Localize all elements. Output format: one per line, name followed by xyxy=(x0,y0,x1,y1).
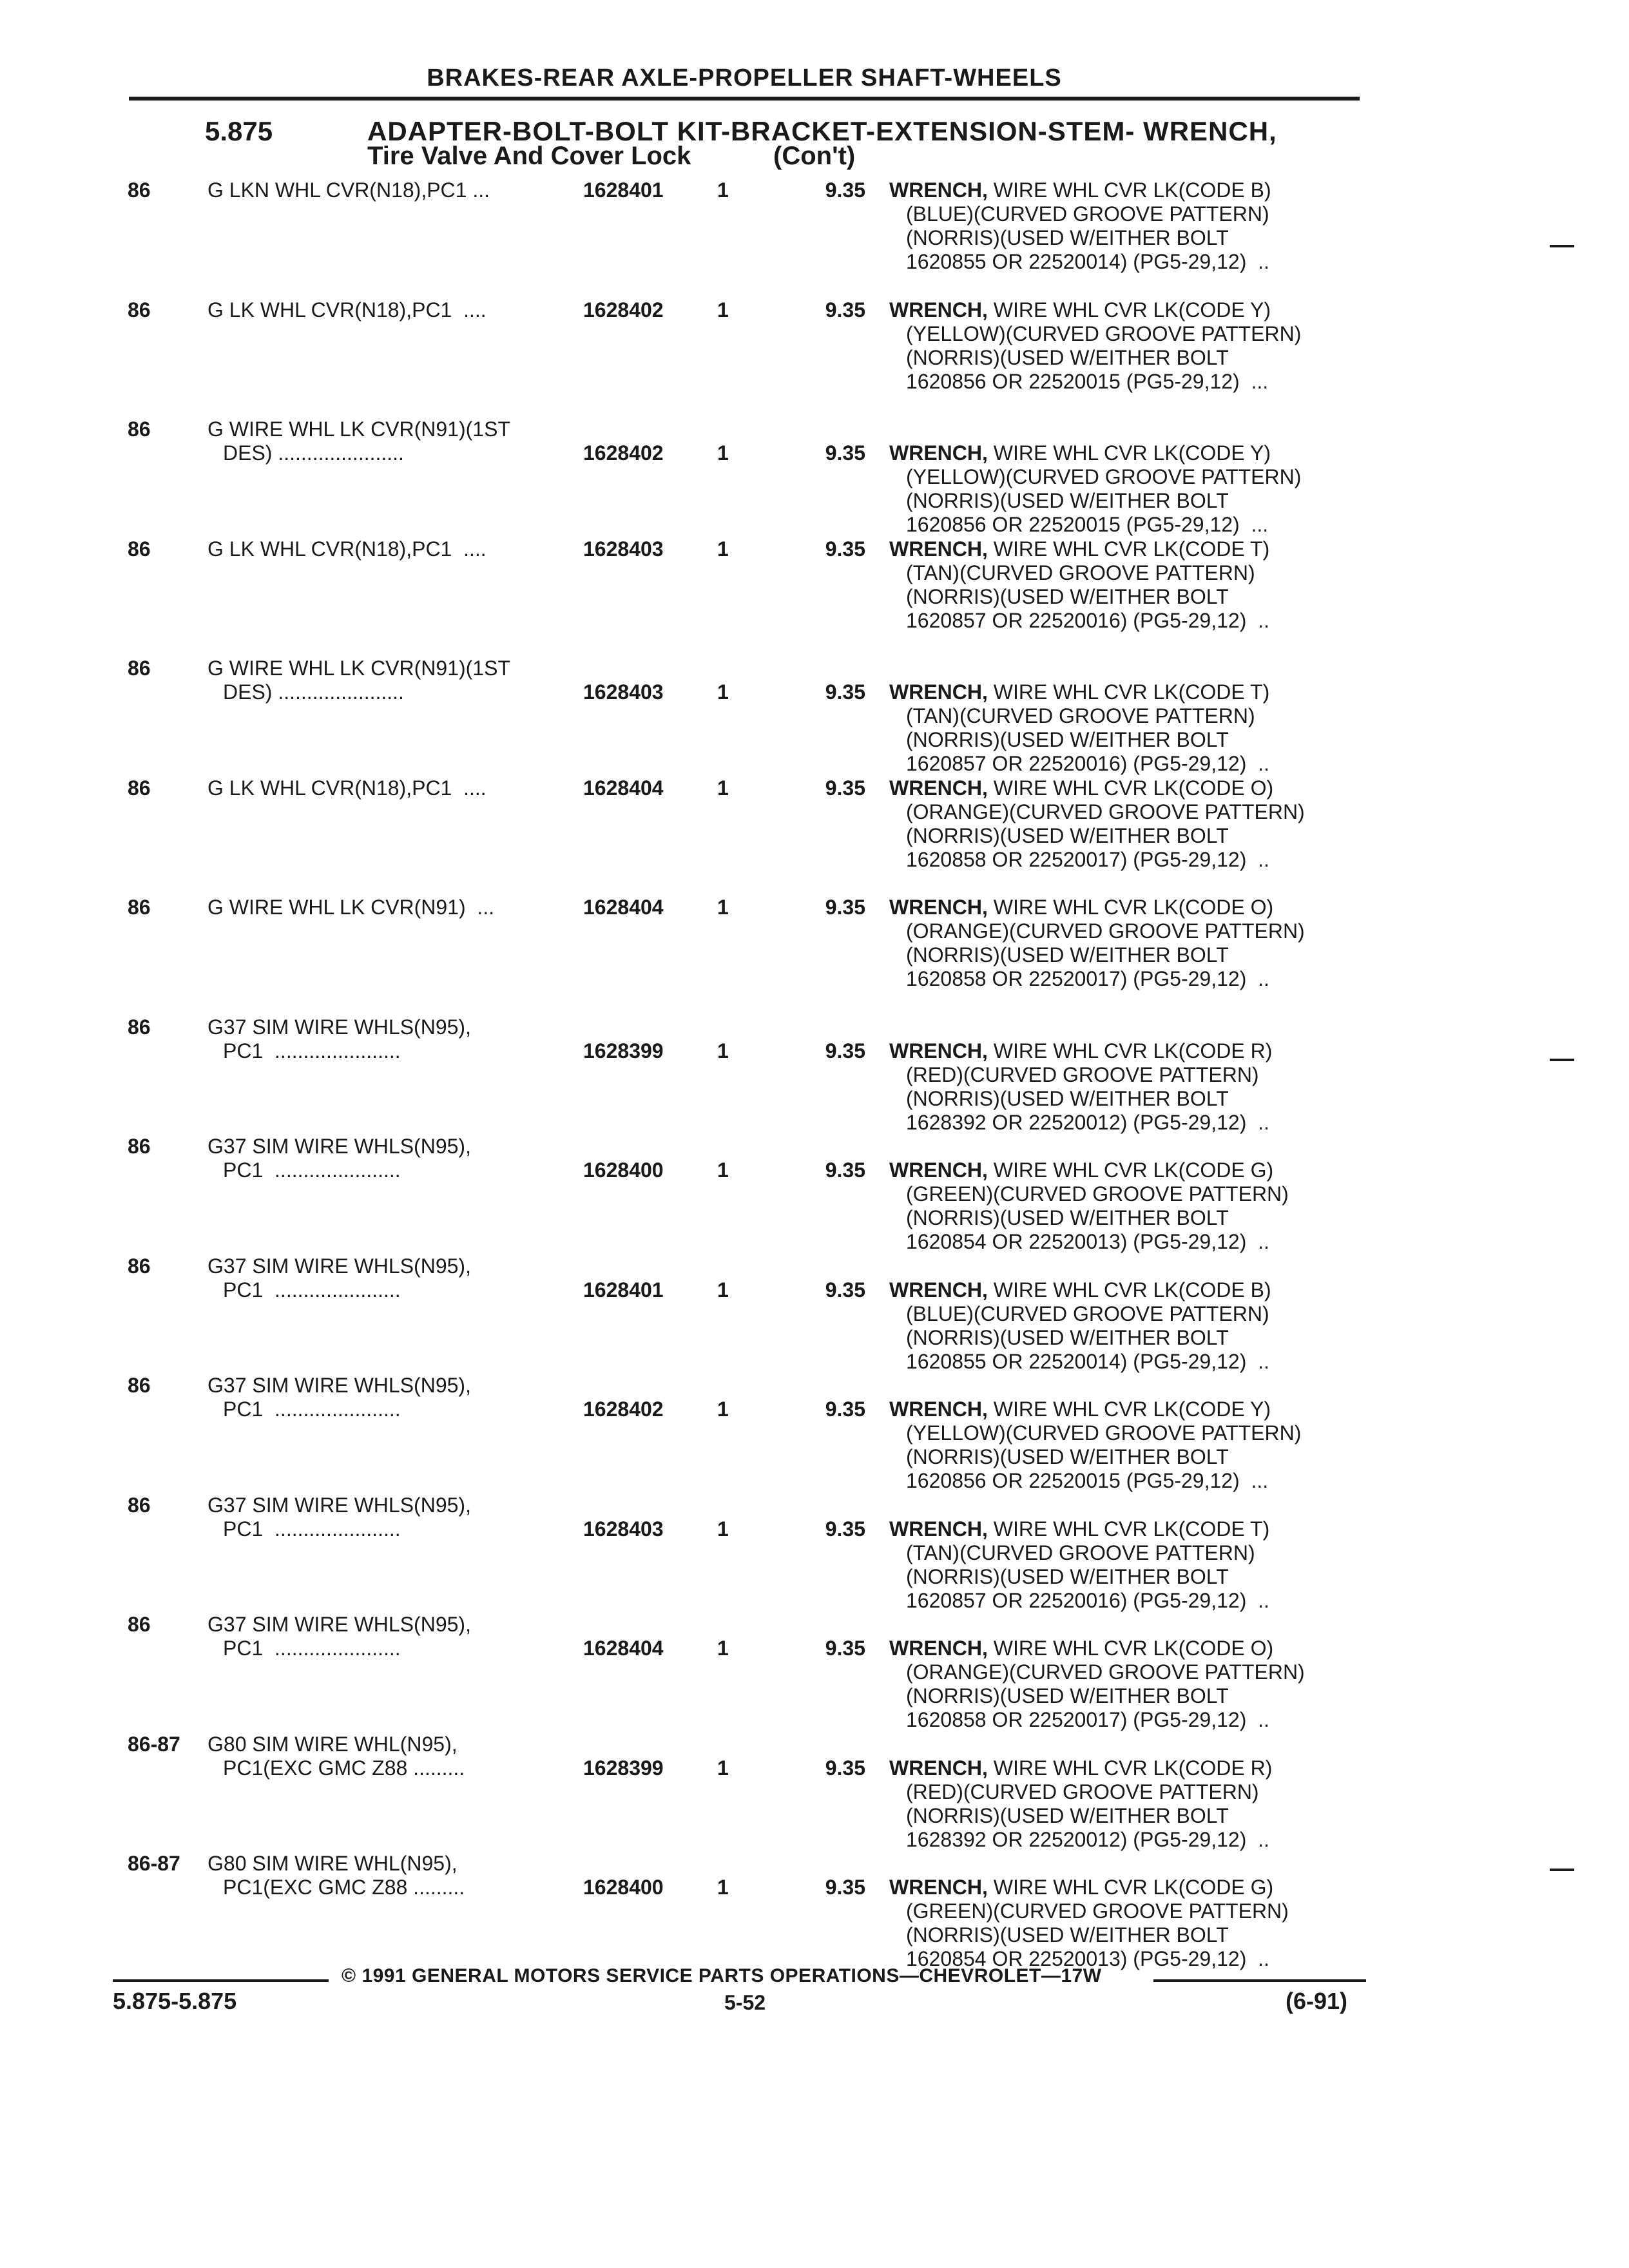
price: 9.35 xyxy=(825,441,865,465)
description-line: (BLUE)(CURVED GROOVE PATTERN) xyxy=(906,202,1269,226)
vehicle-application: G WIRE WHL LK CVR(N91)(1ST xyxy=(207,657,510,680)
description-line: (NORRIS)(USED W/EITHER BOLT xyxy=(906,943,1229,966)
description-text: WIRE WHL CVR LK(CODE Y) xyxy=(987,441,1271,465)
description-line: (GREEN)(CURVED GROOVE PATTERN) xyxy=(906,1182,1289,1206)
part-number: 1628400 xyxy=(583,1158,664,1182)
description-line: (NORRIS)(USED W/EITHER BOLT xyxy=(906,824,1229,847)
quantity: 1 xyxy=(717,896,729,919)
vehicle-application: G37 SIM WIRE WHLS(N95), xyxy=(207,1494,471,1517)
vehicle-application-cont: PC1 ...................... xyxy=(223,1517,401,1541)
footer-rule xyxy=(113,1979,329,1982)
part-number: 1628399 xyxy=(583,1756,664,1780)
parts-row xyxy=(0,776,1629,892)
vehicle-application: G37 SIM WIRE WHLS(N95), xyxy=(207,1254,471,1278)
model-year: 86 xyxy=(128,1015,151,1039)
part-number: 1628403 xyxy=(583,537,664,561)
description-line: (GREEN)(CURVED GROOVE PATTERN) xyxy=(906,1899,1289,1923)
price: 9.35 xyxy=(825,1158,865,1182)
part-description xyxy=(889,1398,1301,1493)
footer-section-range: 5.875-5.875 xyxy=(113,1988,237,2014)
model-year: 86 xyxy=(128,776,151,800)
model-year: 86 xyxy=(128,418,151,441)
quantity: 1 xyxy=(717,1278,729,1302)
description-line: (RED)(CURVED GROOVE PATTERN) xyxy=(906,1780,1259,1803)
vehicle-application-cont: PC1(EXC GMC Z88 ......... xyxy=(223,1756,465,1780)
vehicle-application: G LKN WHL CVR(N18),PC1 ... xyxy=(207,178,490,202)
description-text: WIRE WHL CVR LK(CODE G) xyxy=(987,1158,1274,1182)
description-line: (NORRIS)(USED W/EITHER BOLT xyxy=(906,1087,1229,1110)
part-description xyxy=(889,537,1269,633)
part-description xyxy=(889,896,1305,991)
description-text: WIRE WHL CVR LK(CODE G) xyxy=(987,1876,1274,1899)
vehicle-application: G LK WHL CVR(N18),PC1 .... xyxy=(207,537,487,561)
parts-row xyxy=(0,1733,1629,1849)
vehicle-application-cont: PC1 ...................... xyxy=(223,1278,401,1302)
vehicle-application: G37 SIM WIRE WHLS(N95), xyxy=(207,1613,471,1636)
parts-row xyxy=(0,418,1629,536)
price: 9.35 xyxy=(825,1756,865,1780)
model-year: 86 xyxy=(128,537,151,561)
description-line: 1620857 OR 22520016) (PG5-29,12) .. xyxy=(906,1589,1269,1612)
parts-row xyxy=(0,1852,1629,1968)
vehicle-application: G37 SIM WIRE WHLS(N95), xyxy=(207,1015,471,1039)
description-line xyxy=(889,680,1269,704)
description-line: (NORRIS)(USED W/EITHER BOLT xyxy=(906,1565,1229,1588)
edge-mark xyxy=(1550,1059,1574,1061)
description-text: WIRE WHL CVR LK(CODE O) xyxy=(987,776,1274,800)
page-header: BRAKES-REAR AXLE-PROPELLER SHAFT-WHEELS xyxy=(427,64,1062,91)
section-title: ADAPTER-BOLT-BOLT KIT-BRACKET-EXTENSION-STEM- WRENCH, xyxy=(367,116,1277,146)
vehicle-application-cont: DES) ...................... xyxy=(223,441,404,465)
description-line: 1620855 OR 22520014) (PG5-29,12) .. xyxy=(906,1350,1269,1373)
part-name: WRENCH, xyxy=(889,1398,988,1421)
vehicle-application-cont: DES) ...................... xyxy=(223,680,404,704)
description-line xyxy=(889,1278,1271,1302)
quantity: 1 xyxy=(717,178,729,202)
vehicle-application-cont: PC1 ...................... xyxy=(223,1158,401,1182)
part-number: 1628400 xyxy=(583,1876,664,1899)
part-number: 1628402 xyxy=(583,1398,664,1421)
description-text: WIRE WHL CVR LK(CODE O) xyxy=(987,896,1274,919)
part-name: WRENCH, xyxy=(889,298,988,322)
part-number: 1628404 xyxy=(583,896,664,919)
price: 9.35 xyxy=(825,178,865,202)
description-text: WIRE WHL CVR LK(CODE B) xyxy=(987,178,1271,202)
quantity: 1 xyxy=(717,1876,729,1899)
description-line: (NORRIS)(USED W/EITHER BOLT xyxy=(906,1923,1229,1946)
model-year: 86-87 xyxy=(128,1852,180,1875)
quantity: 1 xyxy=(717,298,729,322)
description-line: 1620858 OR 22520017) (PG5-29,12) .. xyxy=(906,848,1269,871)
section-continued: (Con't) xyxy=(773,142,856,170)
part-description xyxy=(889,178,1271,274)
quantity: 1 xyxy=(717,1158,729,1182)
part-description xyxy=(889,1517,1269,1613)
model-year: 86 xyxy=(128,896,151,919)
description-line: 1620854 OR 22520013) (PG5-29,12) .. xyxy=(906,1947,1269,1970)
description-text: WIRE WHL CVR LK(CODE Y) xyxy=(987,1398,1271,1421)
quantity: 1 xyxy=(717,1398,729,1421)
model-year: 86 xyxy=(128,1494,151,1517)
description-line: (YELLOW)(CURVED GROOVE PATTERN) xyxy=(906,465,1302,488)
quantity: 1 xyxy=(717,537,729,561)
description-line xyxy=(889,896,1305,919)
description-line: 1620857 OR 22520016) (PG5-29,12) .. xyxy=(906,609,1269,632)
description-text: WIRE WHL CVR LK(CODE T) xyxy=(987,1517,1270,1541)
part-name: WRENCH, xyxy=(889,896,988,919)
parts-row xyxy=(0,1254,1629,1373)
footer-rule xyxy=(1153,1979,1366,1982)
quantity: 1 xyxy=(717,1637,729,1660)
description-line: 1620856 OR 22520015 (PG5-29,12) ... xyxy=(906,513,1269,536)
part-number: 1628403 xyxy=(583,1517,664,1541)
vehicle-application: G37 SIM WIRE WHLS(N95), xyxy=(207,1374,471,1397)
part-description xyxy=(889,680,1269,776)
price: 9.35 xyxy=(825,1278,865,1302)
description-line xyxy=(889,298,1301,322)
parts-row xyxy=(0,178,1629,294)
part-number: 1628402 xyxy=(583,298,664,322)
price: 9.35 xyxy=(825,298,865,322)
description-line: (ORANGE)(CURVED GROOVE PATTERN) xyxy=(906,1660,1305,1684)
part-number: 1628404 xyxy=(583,776,664,800)
description-text: WIRE WHL CVR LK(CODE Y) xyxy=(987,298,1271,322)
description-line: (NORRIS)(USED W/EITHER BOLT xyxy=(906,1326,1229,1349)
parts-row xyxy=(0,657,1629,773)
description-text: WIRE WHL CVR LK(CODE T) xyxy=(987,680,1270,704)
description-line: (NORRIS)(USED W/EITHER BOLT xyxy=(906,728,1229,751)
description-line xyxy=(889,1876,1289,1899)
parts-row xyxy=(0,1015,1629,1134)
model-year: 86 xyxy=(128,298,151,322)
parts-row xyxy=(0,537,1629,653)
part-number: 1628402 xyxy=(583,441,664,465)
description-line: 1620854 OR 22520013) (PG5-29,12) .. xyxy=(906,1230,1269,1253)
part-name: WRENCH, xyxy=(889,1517,988,1541)
part-number: 1628401 xyxy=(583,178,664,202)
model-year: 86 xyxy=(128,657,151,680)
description-line: (TAN)(CURVED GROOVE PATTERN) xyxy=(906,704,1255,727)
model-year: 86 xyxy=(128,178,151,202)
quantity: 1 xyxy=(717,1039,729,1062)
description-line: (NORRIS)(USED W/EITHER BOLT xyxy=(906,1684,1229,1707)
description-line: (BLUE)(CURVED GROOVE PATTERN) xyxy=(906,1302,1269,1325)
part-name: WRENCH, xyxy=(889,776,988,800)
description-line xyxy=(889,1637,1305,1660)
vehicle-application: G WIRE WHL LK CVR(N91) ... xyxy=(207,896,495,919)
description-line: (TAN)(CURVED GROOVE PATTERN) xyxy=(906,561,1255,584)
price: 9.35 xyxy=(825,1876,865,1899)
price: 9.35 xyxy=(825,680,865,704)
description-line: 1620858 OR 22520017) (PG5-29,12) .. xyxy=(906,967,1269,990)
price: 9.35 xyxy=(825,1039,865,1062)
model-year: 86-87 xyxy=(128,1733,180,1756)
edge-mark xyxy=(1550,245,1574,247)
part-number: 1628403 xyxy=(583,680,664,704)
part-name: WRENCH, xyxy=(889,441,988,465)
part-name: WRENCH, xyxy=(889,1039,988,1062)
vehicle-application: G LK WHL CVR(N18),PC1 .... xyxy=(207,776,487,800)
description-text: WIRE WHL CVR LK(CODE O) xyxy=(987,1637,1274,1660)
description-text: WIRE WHL CVR LK(CODE T) xyxy=(987,537,1270,561)
model-year: 86 xyxy=(128,1374,151,1397)
quantity: 1 xyxy=(717,441,729,465)
price: 9.35 xyxy=(825,537,865,561)
description-line xyxy=(889,1398,1301,1421)
description-line xyxy=(889,1517,1269,1541)
parts-row xyxy=(0,1613,1629,1729)
part-name: WRENCH, xyxy=(889,178,988,202)
model-year: 86 xyxy=(128,1613,151,1636)
description-line xyxy=(889,537,1269,561)
part-description xyxy=(889,1876,1289,1971)
description-line: (TAN)(CURVED GROOVE PATTERN) xyxy=(906,1541,1255,1564)
model-year: 86 xyxy=(128,1254,151,1278)
part-name: WRENCH, xyxy=(889,1158,988,1182)
footer-page-number: 5-52 xyxy=(724,1991,766,2014)
description-line: (ORANGE)(CURVED GROOVE PATTERN) xyxy=(906,919,1305,943)
description-line: (NORRIS)(USED W/EITHER BOLT xyxy=(906,1804,1229,1827)
description-line: (NORRIS)(USED W/EITHER BOLT xyxy=(906,1445,1229,1468)
description-text: WIRE WHL CVR LK(CODE R) xyxy=(987,1039,1273,1062)
model-year: 86 xyxy=(128,1135,151,1158)
part-description xyxy=(889,1158,1289,1254)
part-name: WRENCH, xyxy=(889,1756,988,1780)
description-line: 1628392 OR 22520012) (PG5-29,12) .. xyxy=(906,1828,1269,1851)
footer-copyright: © 1991 GENERAL MOTORS SERVICE PARTS OPERATIONS—CHEVROLET—17W xyxy=(342,1965,1102,1986)
part-description xyxy=(889,776,1305,872)
vehicle-application: G WIRE WHL LK CVR(N91)(1ST xyxy=(207,418,510,441)
part-number: 1628404 xyxy=(583,1637,664,1660)
description-line xyxy=(889,1039,1272,1063)
description-line: 1628392 OR 22520012) (PG5-29,12) .. xyxy=(906,1111,1269,1134)
price: 9.35 xyxy=(825,896,865,919)
part-description xyxy=(889,1039,1272,1135)
description-line xyxy=(889,441,1301,465)
parts-row xyxy=(0,1494,1629,1610)
description-line xyxy=(889,1756,1272,1780)
part-description xyxy=(889,1756,1272,1852)
part-name: WRENCH, xyxy=(889,1637,988,1660)
parts-row xyxy=(0,1374,1629,1490)
description-line: (YELLOW)(CURVED GROOVE PATTERN) xyxy=(906,1421,1302,1445)
description-text: WIRE WHL CVR LK(CODE R) xyxy=(987,1756,1273,1780)
part-description xyxy=(889,441,1301,537)
edge-mark xyxy=(1550,1869,1574,1871)
price: 9.35 xyxy=(825,1398,865,1421)
footer-date: (6-91) xyxy=(1286,1988,1348,2014)
part-description xyxy=(889,1637,1305,1732)
vehicle-application: G80 SIM WIRE WHL(N95), xyxy=(207,1733,458,1756)
price: 9.35 xyxy=(825,1637,865,1660)
vehicle-application: G LK WHL CVR(N18),PC1 .... xyxy=(207,298,487,322)
part-number: 1628399 xyxy=(583,1039,664,1062)
description-line: 1620858 OR 22520017) (PG5-29,12) .. xyxy=(906,1708,1269,1731)
description-line: (NORRIS)(USED W/EITHER BOLT xyxy=(906,226,1229,249)
quantity: 1 xyxy=(717,680,729,704)
price: 9.35 xyxy=(825,776,865,800)
description-line: 1620855 OR 22520014) (PG5-29,12) .. xyxy=(906,250,1269,273)
parts-row xyxy=(0,298,1629,414)
description-line: (YELLOW)(CURVED GROOVE PATTERN) xyxy=(906,322,1302,345)
section-number: 5.875 xyxy=(205,116,273,146)
description-line: 1620856 OR 22520015 (PG5-29,12) ... xyxy=(906,1469,1269,1492)
part-name: WRENCH, xyxy=(889,537,988,561)
description-line: (NORRIS)(USED W/EITHER BOLT xyxy=(906,489,1229,512)
vehicle-application: G37 SIM WIRE WHLS(N95), xyxy=(207,1135,471,1158)
vehicle-application-cont: PC1 ...................... xyxy=(223,1637,401,1660)
vehicle-application: G80 SIM WIRE WHL(N95), xyxy=(207,1852,458,1875)
price: 9.35 xyxy=(825,1517,865,1541)
description-line: (NORRIS)(USED W/EITHER BOLT xyxy=(906,1206,1229,1229)
part-description xyxy=(889,1278,1271,1374)
description-line xyxy=(889,776,1305,800)
description-line: 1620856 OR 22520015 (PG5-29,12) ... xyxy=(906,370,1269,393)
description-line xyxy=(889,1158,1289,1182)
quantity: 1 xyxy=(717,776,729,800)
part-description xyxy=(889,298,1301,394)
description-line: (ORANGE)(CURVED GROOVE PATTERN) xyxy=(906,800,1305,823)
vehicle-application-cont: PC1 ...................... xyxy=(223,1039,401,1062)
parts-row xyxy=(0,1135,1629,1251)
part-name: WRENCH, xyxy=(889,1876,988,1899)
description-line: 1620857 OR 22520016) (PG5-29,12) .. xyxy=(906,752,1269,775)
part-name: WRENCH, xyxy=(889,680,988,704)
part-number: 1628401 xyxy=(583,1278,664,1302)
vehicle-application-cont: PC1(EXC GMC Z88 ......... xyxy=(223,1876,465,1899)
vehicle-application-cont: PC1 ...................... xyxy=(223,1398,401,1421)
section-subtitle: Tire Valve And Cover Lock xyxy=(367,142,691,170)
description-line xyxy=(889,178,1271,202)
description-text: WIRE WHL CVR LK(CODE B) xyxy=(987,1278,1271,1302)
parts-row xyxy=(0,896,1629,1012)
description-line: (NORRIS)(USED W/EITHER BOLT xyxy=(906,346,1229,369)
part-name: WRENCH, xyxy=(889,1278,988,1302)
description-line: (NORRIS)(USED W/EITHER BOLT xyxy=(906,585,1229,608)
quantity: 1 xyxy=(717,1517,729,1541)
quantity: 1 xyxy=(717,1756,729,1780)
description-line: (RED)(CURVED GROOVE PATTERN) xyxy=(906,1063,1259,1086)
